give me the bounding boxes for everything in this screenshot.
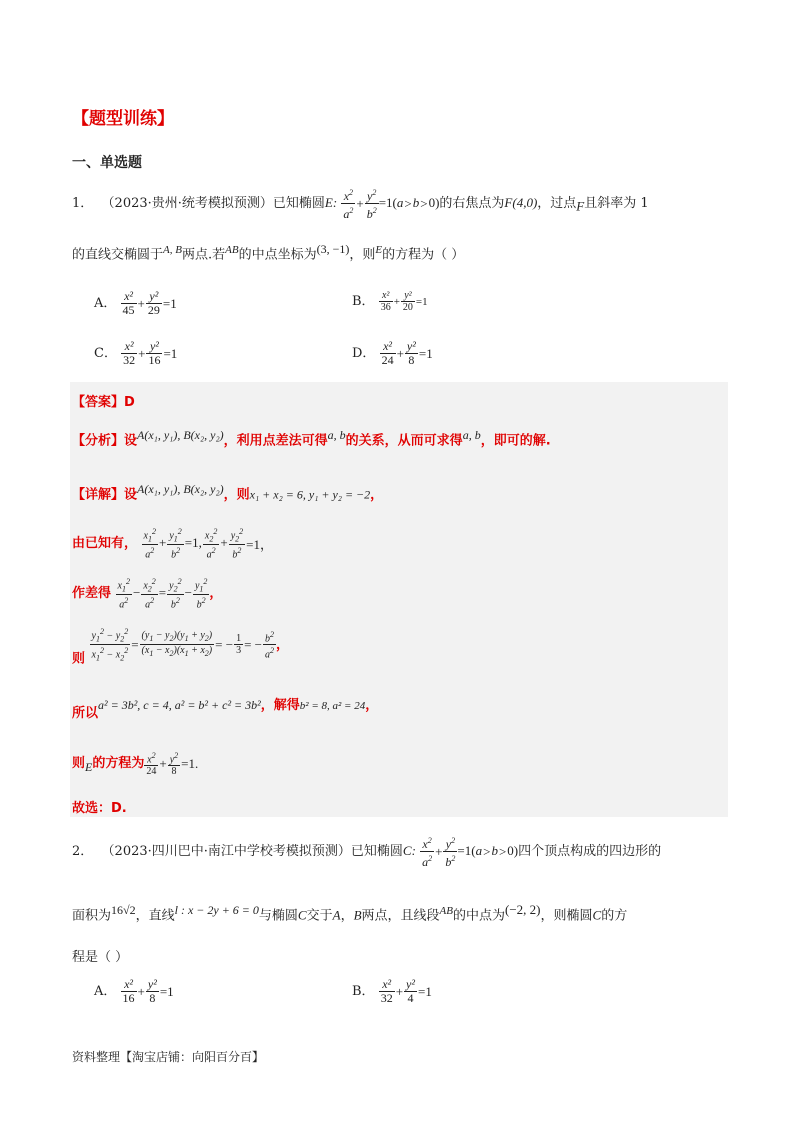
- part-heading: 一、单选题: [72, 155, 142, 171]
- known-line: 由已知有， $\frac{x_1^2}{a^2}$ + $\frac{y_1^2}{b^2}$ =1, $\frac{x_2^2}{a^2}$ + $\frac{y_2^2}{b^2}$ =1，: [72, 527, 273, 561]
- difference-line: 作差得 $\frac{x_1^2}{a^2}$ − $\frac{x_2^2}{a^2}$ = $\frac{y_2^2}{b^2}$ − $\frac{y_1^2}{b^2}$ ，: [72, 577, 223, 611]
- footer-note: 资料整理【淘宝店铺：向阳百分百】: [72, 1050, 265, 1064]
- q2-option-b[interactable]: B． $\frac{\text{x²}}{32}$ + $\frac{\text{y²}}{4}$ =1: [352, 977, 432, 1005]
- option-a[interactable]: A． $\frac{\text{x²}}{45}$ + $\frac{\text{y²}}{29}$ =1: [94, 289, 177, 317]
- answer-label: 【答案】D: [72, 395, 135, 410]
- option-b[interactable]: B． $\frac{\text{x²}}{36}$ + $\frac{\text{y²}}{20}$ =1: [352, 290, 428, 313]
- q2-option-a[interactable]: A． $\frac{\text{x²}}{16}$ + $\frac{\text{y²}}{8}$ =1: [94, 977, 174, 1005]
- option-d[interactable]: D． $\frac{\text{x²}}{24}$ + $\frac{\text{y²}}{8}$ =1: [352, 339, 433, 367]
- section-title: 【题型训练】: [72, 109, 174, 129]
- option-c[interactable]: C． $\frac{\text{x²}}{32}$ + $\frac{\text{y²}}{16}$ =1: [94, 339, 178, 367]
- question-2-line-1: 2． （2023·四川巴中·南江中学校考模拟预测）已知椭圆C: $\frac{x^2}{a^2}$ + $\frac{y^2}{b^2}$ =1(a>b>0)四个顶点构成的四边形的: [72, 836, 662, 869]
- focus-point: F(4,0): [504, 195, 538, 210]
- choose-line: 故选：D.: [72, 801, 127, 816]
- analysis-line: 【分析】设$^{A(x_1, y_1), B(x_2, y_2)}$，利用点差法可得$^{a, b}$的关系，从而可求得$^{a, b}$，即可的解.: [72, 428, 551, 449]
- ellipse-fraction-x: $\frac{x^2}{a^2}$: [343, 188, 354, 221]
- question-source: （2023·贵州·统考模拟预测）: [101, 196, 273, 211]
- question-number: 1．: [72, 196, 94, 211]
- question-1-line-1: 1． （2023·贵州·统考模拟预测）已知椭圆E: $\frac{x^2}{a^2}$ + $\frac{y^2}{b^2}$ =1(a>b>0)的右焦点为F(4,0)，过点$_F$且斜率为 1: [72, 188, 649, 221]
- question-1-line-2: 的直线交椭圆于$^{A, B}$两点.若$^{AB}$的中点坐标为$^{(3, -1)}$，则$^E$的方程为（ ）: [72, 242, 465, 263]
- question-2-line-3: 程是（ ）: [72, 950, 129, 965]
- final-equation-line: 则$_E$的方程为 $\frac{x^2}{24}$ + $\frac{y^2}{8}$ =1.: [72, 751, 199, 778]
- ellipse-fraction-y: $\frac{y^2}{b^2}$: [366, 188, 377, 221]
- so-line: 所以a² = 3b², c = 4, a² = b² + c² = 3b²，解得b² = 8, a² = 24，: [72, 698, 379, 721]
- then-line: 则 $\frac{y_1^2 - y_2^2}{x_1^2 - x_2^2}$ = $\frac{(y_1 - y_2)(y_1 + y_2)}{(x_1 - x_2)(x_1 + x_2)}$ = − $\frac{1}{3}$ = − $\frac{b^2}{a^2}$ ，: [72, 627, 289, 667]
- detail-line: 【详解】设$^{A(x_1, y_1), B(x_2, y_2)}$，则x₁ + x₂ = 6, y₁ + y₂ = −2，: [72, 482, 384, 503]
- question-2-line-2: 面积为$^{16√2}$，直线$^{l : x - 2y + 6 = 0}$与椭圆C交于A，B两点，且线段$^{AB}$的中点为$^{(-2, 2)}$，则椭圆C的方: [72, 902, 628, 924]
